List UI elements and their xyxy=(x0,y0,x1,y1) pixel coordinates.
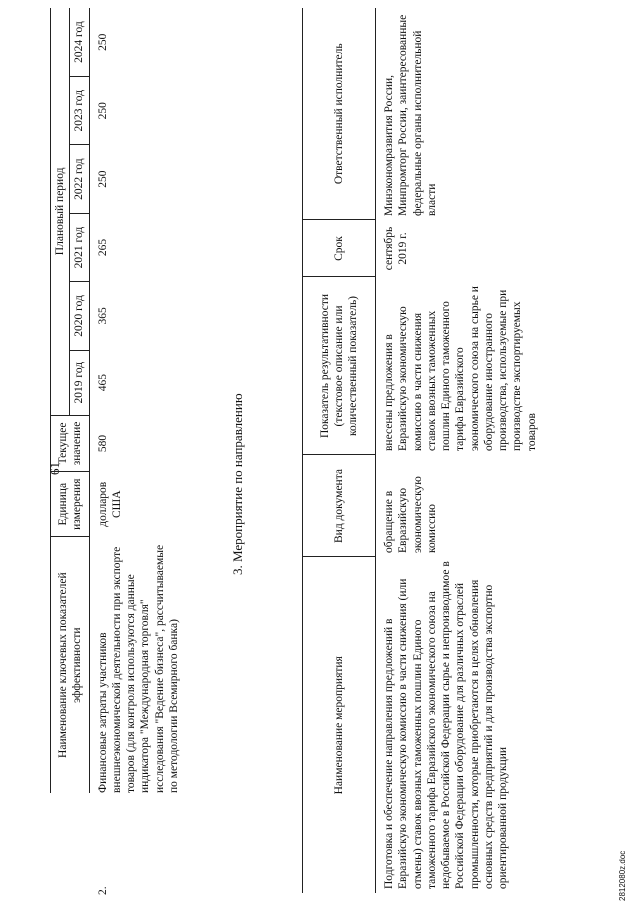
plan-period-header: Плановый период xyxy=(51,8,70,415)
term-cell: сентябрь 2019 г. xyxy=(383,226,410,271)
result-indicator-cell: внесены предложения в Евразийскую экономическую комиссию в части снижения ставок ввозных таможенных пошлин Единого таможенного тарифа Евразийского экономического союза на сырье и оборудование иностранного производства, используемые при производстве экспортируемых товаров xyxy=(383,286,538,451)
measure-name-cell: Подготовка и обеспечение направления предложений в Евразийскую экономическую комиссию в части снижения (или отмены) ставок ввозных таможенных пошлин Единого таможенного тарифа Евразийского экономического союза на недобываемое в Российской Федерации сырье и непроизводимое в Российской Федерации оборудование для различных отраслей промышленности, которые приобретаются в целях обновления основных средств предприятий и для производства экспортно ориентированной продукции xyxy=(383,561,509,889)
year-header: 2019 год xyxy=(70,350,89,415)
value-cell: 465 xyxy=(96,374,109,392)
footer-filename: 2812080z.doc xyxy=(618,850,627,901)
doc-type-cell: обращение в Евразийскую экономическую комиссию xyxy=(383,476,438,553)
responsible-cell: Минэкономразвития России, Минпромторг России, заинтересованные федеральные органы исполнительной власти xyxy=(383,14,438,216)
current-value-cell: 580 xyxy=(96,434,109,453)
kpi-name-text: Финансовые затраты участников внешнеэкономической деятельности при экспорте товаров (для контроля используются данные индикатора "Международная торговля" исследования "Ведение бизнеса", рассчитываемые по методологии Всемирного банка) xyxy=(96,544,180,793)
kpi-table xyxy=(50,8,183,895)
year-header: 2021 год xyxy=(70,213,89,281)
result-indicator-header: Показатель результативности (текстовое описание или количественный показатель) xyxy=(303,277,376,455)
current-value-header: Текущее значение xyxy=(51,415,90,471)
responsible-header: Ответственный исполнитель xyxy=(303,8,376,220)
term-header: Срок xyxy=(303,220,376,277)
value-cell: 265 xyxy=(96,238,109,257)
value-cell: 250 xyxy=(96,33,109,51)
kpi-name-header: Наименование ключевых показателей эффективности xyxy=(51,537,90,793)
page-number: 61 xyxy=(47,462,62,475)
year-header: 2024 год xyxy=(70,8,89,77)
value-cell: 250 xyxy=(96,102,109,120)
year-header: 2023 год xyxy=(70,77,89,145)
table-row xyxy=(89,8,183,793)
year-header: 2022 год xyxy=(70,145,89,213)
unit-cell: долларов США xyxy=(96,481,123,527)
doc-type-header: Вид документа xyxy=(303,455,376,557)
section-title: 3. Мероприятие по направлению xyxy=(230,393,245,575)
year-header: 2020 год xyxy=(70,282,89,350)
measure-name-header: Наименование мероприятия xyxy=(303,557,376,893)
kpi-name-cell xyxy=(89,537,183,895)
unit-header: Единица измерения xyxy=(51,472,90,537)
value-cell: 365 xyxy=(96,307,109,325)
measures-table xyxy=(302,8,541,893)
table-row xyxy=(376,8,541,893)
row-number: 2. xyxy=(96,886,109,895)
value-cell: 250 xyxy=(96,170,109,188)
